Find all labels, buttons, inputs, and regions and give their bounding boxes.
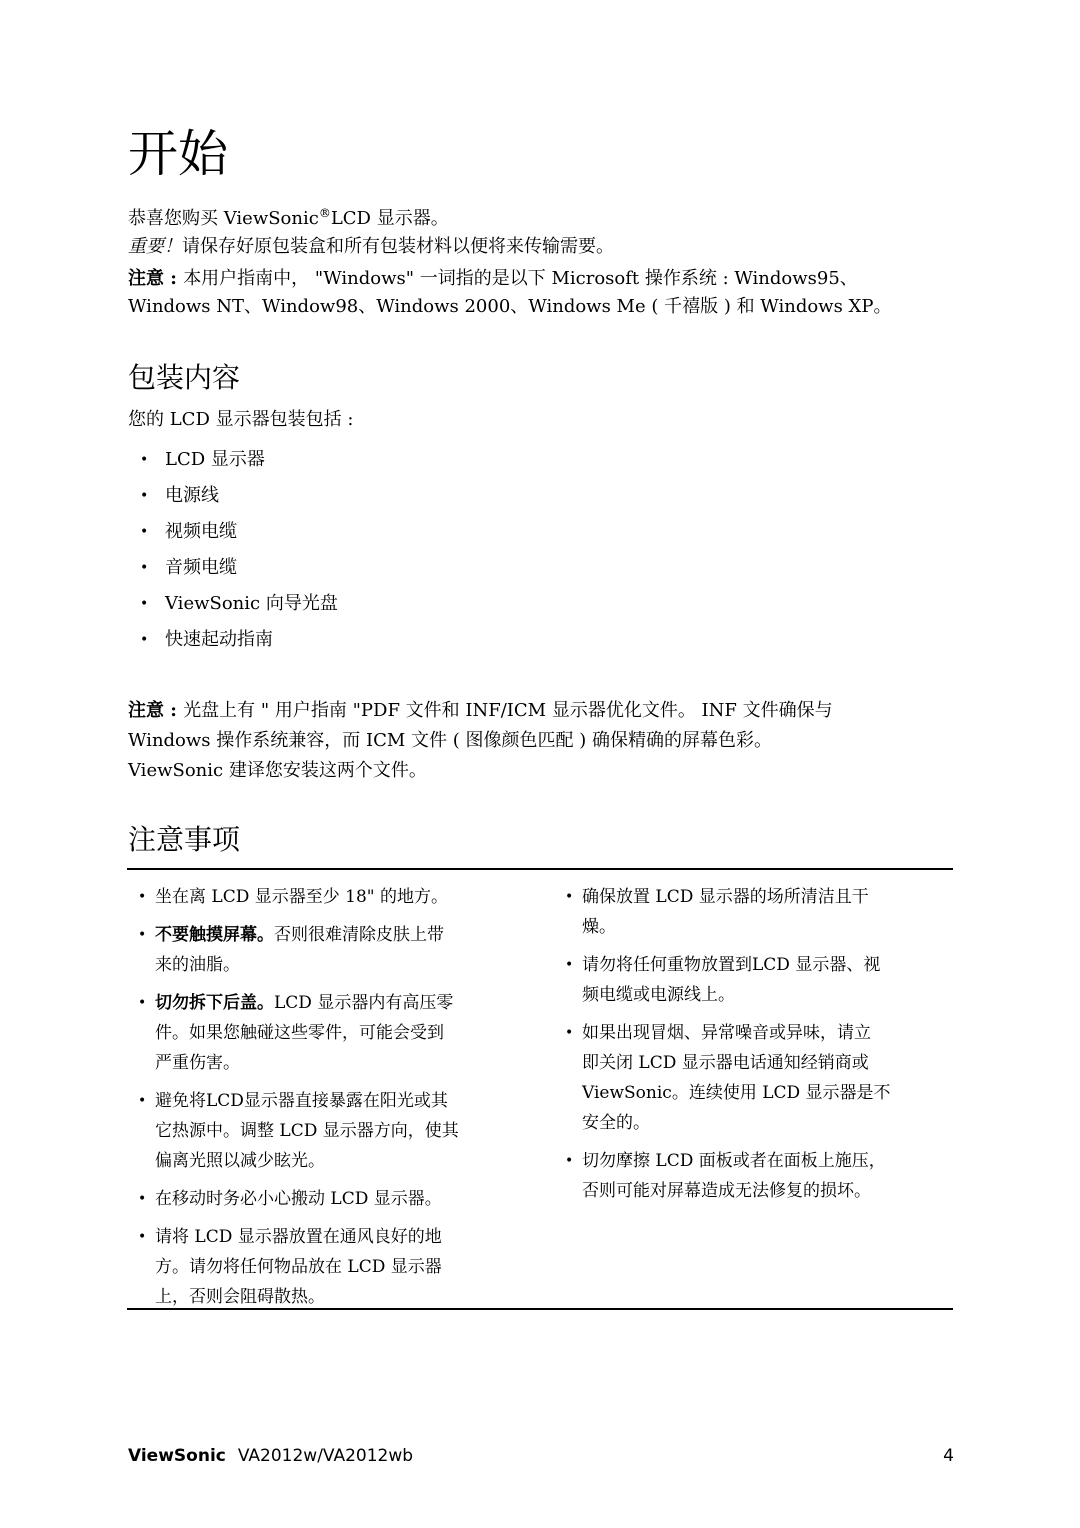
precaution-line [582, 882, 925, 912]
precaution-lead: 切勿拆下后盖。 [155, 993, 274, 1013]
precaution-text: 安全的。 [582, 1113, 650, 1133]
precaution-text: 来的油脂。 [155, 955, 240, 975]
page-footer [128, 1444, 954, 1468]
package-heading: 包装内容 [128, 361, 241, 394]
precaution-text: 严重伤害。 [155, 1053, 240, 1073]
cd-note-line-2: Windows 操作系统兼容，而 ICM 文件 ( 图像颜色匹配 ) 确保精确的屏幕色彩。 [128, 730, 772, 751]
footer-model-line [128, 1444, 413, 1468]
precaution-line [155, 1184, 498, 1214]
precaution-line [582, 1108, 925, 1138]
bullet-icon: • [140, 452, 149, 468]
precaution-line [155, 1252, 498, 1282]
precaution-line [155, 1048, 498, 1078]
important-text: 请保存好原包装盒和所有包装材料以便将来传输需要。 [182, 236, 614, 257]
precaution-line [582, 950, 925, 980]
precaution-text: 上，否则会阻碍散热。 [155, 1287, 325, 1307]
precaution-text: 切勿摩擦 LCD 面板或者在面板上施压， [582, 1151, 886, 1171]
package-item [140, 586, 338, 622]
important-label: 重要！ [128, 236, 182, 257]
precaution-text: 请勿将任何重物放置到LCD 显示器、视 [582, 955, 881, 975]
precaution-item [128, 1222, 498, 1312]
precaution-line [155, 882, 498, 912]
precaution-line [155, 950, 498, 980]
precaution-line [155, 1086, 498, 1116]
windows-note-text-1: 本用户指南中， "Windows" 一词指的是以下 Microsoft 操作系统 : Windows95、 [183, 268, 858, 289]
bottom-divider [127, 1308, 953, 1310]
precaution-line [155, 920, 498, 950]
precaution-item [555, 1018, 925, 1138]
package-item [140, 478, 338, 514]
cd-note-line-3: ViewSonic 建译您安装这两个文件。 [128, 760, 427, 781]
page-title: 开始 [128, 125, 228, 183]
precaution-line [582, 1146, 925, 1176]
package-item [140, 550, 338, 586]
windows-note-line-1 [128, 264, 958, 294]
package-item [140, 514, 338, 550]
precaution-item [128, 1086, 498, 1176]
note-label: 注意 : [128, 700, 184, 721]
package-item-label: 音频电缆 [165, 557, 237, 578]
precaution-text: 燥。 [582, 917, 616, 937]
package-contents-list [140, 442, 338, 658]
precaution-text: 坐在离 LCD 显示器至少 18" 的地方。 [155, 887, 448, 907]
precaution-line [155, 1018, 498, 1048]
precaution-item [555, 882, 925, 942]
package-lead: 您的 LCD 显示器包装包括 : [128, 409, 354, 430]
bullet-icon: • [140, 596, 149, 612]
bullet-icon: • [565, 957, 574, 973]
precaution-item [128, 1184, 498, 1214]
bullet-icon: • [565, 1025, 574, 1041]
precaution-text: 如果出现冒烟、异常噪音或异味，请立 [582, 1023, 871, 1043]
package-item-label: 电源线 [165, 485, 219, 506]
bullet-icon: • [138, 1093, 147, 1109]
precaution-text: 否则很难清除皮肤上带 [274, 925, 444, 945]
precaution-text: LCD 显示器内有高压零 [274, 993, 454, 1013]
cd-note-text-1: 光盘上有 " 用户指南 "PDF 文件和 INF/ICM 显示器优化文件。 INF 文件确保与 [183, 700, 833, 721]
precaution-line [155, 988, 498, 1018]
precaution-item [128, 920, 498, 980]
bullet-icon: • [140, 632, 149, 648]
precaution-item [128, 988, 498, 1078]
precaution-line [582, 1018, 925, 1048]
bullet-icon: • [140, 524, 149, 540]
congrats-suffix: LCD 显示器。 [330, 208, 449, 229]
package-item-label: ViewSonic 向导光盘 [165, 593, 338, 614]
precaution-lead: 不要触摸屏幕。 [155, 925, 274, 945]
precaution-item [128, 882, 498, 912]
top-divider [127, 868, 953, 870]
precaution-text: 在移动时务必小心搬动 LCD 显示器。 [155, 1189, 442, 1209]
bullet-icon: • [138, 1191, 147, 1207]
precaution-line [582, 980, 925, 1010]
congrats-line [128, 198, 958, 234]
precaution-line [582, 1078, 925, 1108]
windows-note-line-2: Windows NT、Window98、Windows 2000、Windows Me ( 千禧版 ) 和 Windows XP。 [128, 296, 892, 317]
bullet-icon: • [565, 1153, 574, 1169]
precaution-text: 确保放置 LCD 显示器的场所清洁且干 [582, 887, 869, 907]
precaution-text: 避免将LCD显示器直接暴露在阳光或其 [155, 1091, 448, 1111]
bullet-icon: • [140, 560, 149, 576]
precaution-text: 方。请勿将任何物品放在 LCD 显示器 [155, 1257, 442, 1277]
precaution-item [555, 1146, 925, 1206]
package-item [140, 622, 338, 658]
bullet-icon: • [138, 889, 147, 905]
cd-note-line-1 [128, 696, 958, 726]
package-item-label: LCD 显示器 [165, 449, 265, 470]
precaution-line [155, 1146, 498, 1176]
precaution-text: 它热源中。调整 LCD 显示器方向，使其 [155, 1121, 459, 1141]
package-item-label: 快速起动指南 [165, 629, 273, 650]
bullet-icon: • [140, 488, 149, 504]
precaution-text: 偏离光照以减少眩光。 [155, 1151, 325, 1171]
bullet-icon: • [565, 889, 574, 905]
footer-model: VA2012w/VA2012wb [237, 1446, 414, 1466]
precaution-line [582, 912, 925, 942]
footer-brand: ViewSonic [128, 1446, 226, 1466]
precaution-text: 频电缆或电源线上。 [582, 985, 735, 1005]
precaution-line [582, 1048, 925, 1078]
precaution-line [582, 1176, 925, 1206]
page-number: 4 [943, 1446, 954, 1466]
precaution-line [155, 1222, 498, 1252]
precaution-text: 件。如果您触碰这些零件，可能会受到 [155, 1023, 444, 1043]
registered-mark: ® [318, 206, 331, 220]
precaution-text: 否则可能对屏幕造成无法修复的损坏。 [582, 1181, 871, 1201]
bullet-icon: • [138, 927, 147, 943]
bullet-icon: • [138, 995, 147, 1011]
precautions-heading: 注意事项 [128, 823, 241, 856]
important-note [128, 232, 958, 262]
note-label: 注意 : [128, 268, 184, 289]
precaution-item [555, 950, 925, 1010]
precaution-line [155, 1116, 498, 1146]
precautions-left-column [128, 882, 498, 1320]
package-item-label: 视频电缆 [165, 521, 237, 542]
bullet-icon: • [138, 1229, 147, 1245]
precaution-text: ViewSonic。连续使用 LCD 显示器是不 [582, 1083, 891, 1103]
precaution-text: 请将 LCD 显示器放置在通风良好的地 [155, 1227, 442, 1247]
precautions-right-column [555, 882, 925, 1214]
package-item [140, 442, 338, 478]
congrats-prefix: 恭喜您购买 ViewSonic [128, 208, 319, 229]
precaution-text: 即关闭 LCD 显示器电话通知经销商或 [582, 1053, 869, 1073]
